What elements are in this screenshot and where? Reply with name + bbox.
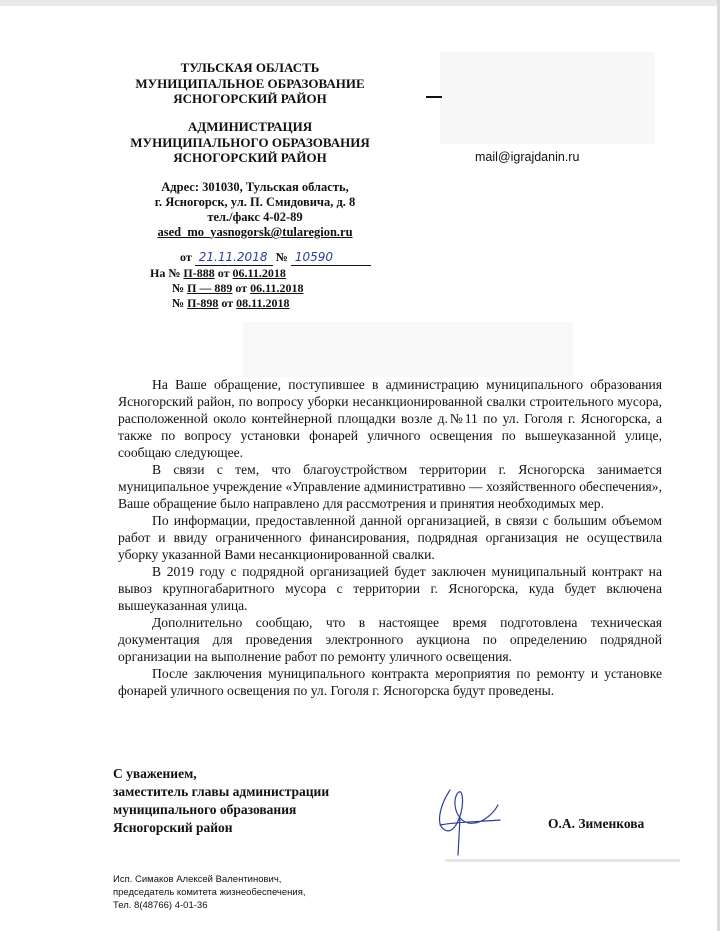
redacted-recipient-block bbox=[440, 52, 655, 144]
redacted-area bbox=[243, 322, 573, 377]
outgoing-number: 10590 bbox=[291, 250, 371, 266]
executor-info bbox=[113, 873, 305, 912]
sender-address bbox=[110, 180, 400, 240]
paragraph: На Ваше обращение, поступившее в администрацию муниципального образования Ясногорский район, по вопросу уборки несанкционированной свалки строительного мусора, расположенной около контейнерной площадки возле д.№11 по ул. Гоголя г. Ясногорска, а также по вопросу установки фонарей уличного освещения по вышеуказанной улице, сообщаю следующее. bbox=[118, 377, 662, 460]
admin-title: АДМИНИСТРАЦИЯ bbox=[187, 119, 313, 134]
paragraph: Дополнительно сообщаю, что в настоящее время подготовлена техническая документация для проведения электронного аукциона по определению подрядной организации на выполнение работ по ремонту уличного освещения. bbox=[118, 615, 662, 664]
paragraph: После заключения муниципального контракта мероприятия по ремонту и установке фонарей уличного освещения по ул. Гоголя г. Ясногорска будут проведены. bbox=[118, 666, 662, 698]
registration-block bbox=[150, 250, 371, 311]
letter-body bbox=[118, 376, 662, 699]
signature-block bbox=[113, 765, 329, 837]
sender-email: ased_mo_yasnogorsk@tularegion.ru bbox=[157, 225, 353, 239]
closing: С уважением, bbox=[113, 766, 197, 781]
paragraph: В связи с тем, что благоустройством территории г. Ясногорска занимается муниципальное учреждение «Управление административно — хозяйственного обеспечения», Ваше обращение было направлено для рассмотрения и принятия необходимых мер. bbox=[118, 462, 662, 511]
from-label: от bbox=[180, 250, 192, 264]
municipality-name: МУНИЦИПАЛЬНОЕ ОБРАЗОВАНИЕ bbox=[135, 75, 365, 91]
scan-border-top bbox=[0, 0, 720, 6]
recipient-email: mail@igrajdanin.ru bbox=[475, 150, 580, 164]
signer-position-3: Ясногорский район bbox=[113, 820, 233, 835]
reference-row: На № П-888 от 06.11.2018 bbox=[150, 266, 286, 280]
region-name: ТУЛЬСКАЯ ОБЛАСТЬ bbox=[180, 60, 320, 75]
signer-position-2: муниципального образования bbox=[113, 802, 297, 817]
faint-stamp-trace bbox=[445, 855, 680, 867]
paragraph: В 2019 году с подрядной организацией будет заключен муниципальный контракт на вывоз крупногабаритного мусора с территории г. Ясногорска, куда будет включена вышеуказанная улица. bbox=[118, 564, 662, 613]
signer-name: О.А. Зименкова bbox=[548, 816, 645, 831]
reference-row: № П-898 от 08.11.2018 bbox=[172, 296, 290, 310]
handwritten-signature bbox=[420, 770, 530, 860]
number-label: № bbox=[275, 250, 288, 264]
letterhead-region bbox=[110, 60, 390, 107]
reference-row: № П — 889 от 06.11.2018 bbox=[172, 281, 304, 295]
executor-phone: Тел. 8(48766) 4-01-36 bbox=[113, 900, 208, 911]
executor-position: председатель комитета жизнеобеспечения, bbox=[113, 887, 306, 898]
phone-fax: тел./факс 4-02-89 bbox=[207, 210, 303, 224]
address-line-2: г. Ясногорск, ул. П. Смидовича, д. 8 bbox=[154, 195, 356, 209]
letterhead-admin bbox=[110, 119, 390, 166]
address-line-1: Адрес: 301030, Тульская область, bbox=[161, 180, 349, 194]
executor-name: Исп. Симаков Алексей Валентинович, bbox=[113, 874, 282, 885]
admin-of: МУНИЦИПАЛЬНОГО ОБРАЗОВАНИЯ bbox=[130, 134, 370, 150]
paragraph: По информации, предоставленной данной организацией, в связи с большим объемом работ и ввиду ограниченного финансирования, подрядная организация не осуществила уборку указанной Вами несанкционированной свалки. bbox=[118, 513, 662, 562]
signer-position: заместитель главы администрации bbox=[113, 784, 330, 799]
admin-district: ЯСНОГОРСКИЙ РАЙОН bbox=[173, 150, 327, 165]
recipient-dash bbox=[426, 96, 442, 98]
outgoing-date: 21.11.2018 bbox=[195, 250, 273, 266]
district-name: ЯСНОГОРСКИЙ РАЙОН bbox=[173, 91, 327, 106]
